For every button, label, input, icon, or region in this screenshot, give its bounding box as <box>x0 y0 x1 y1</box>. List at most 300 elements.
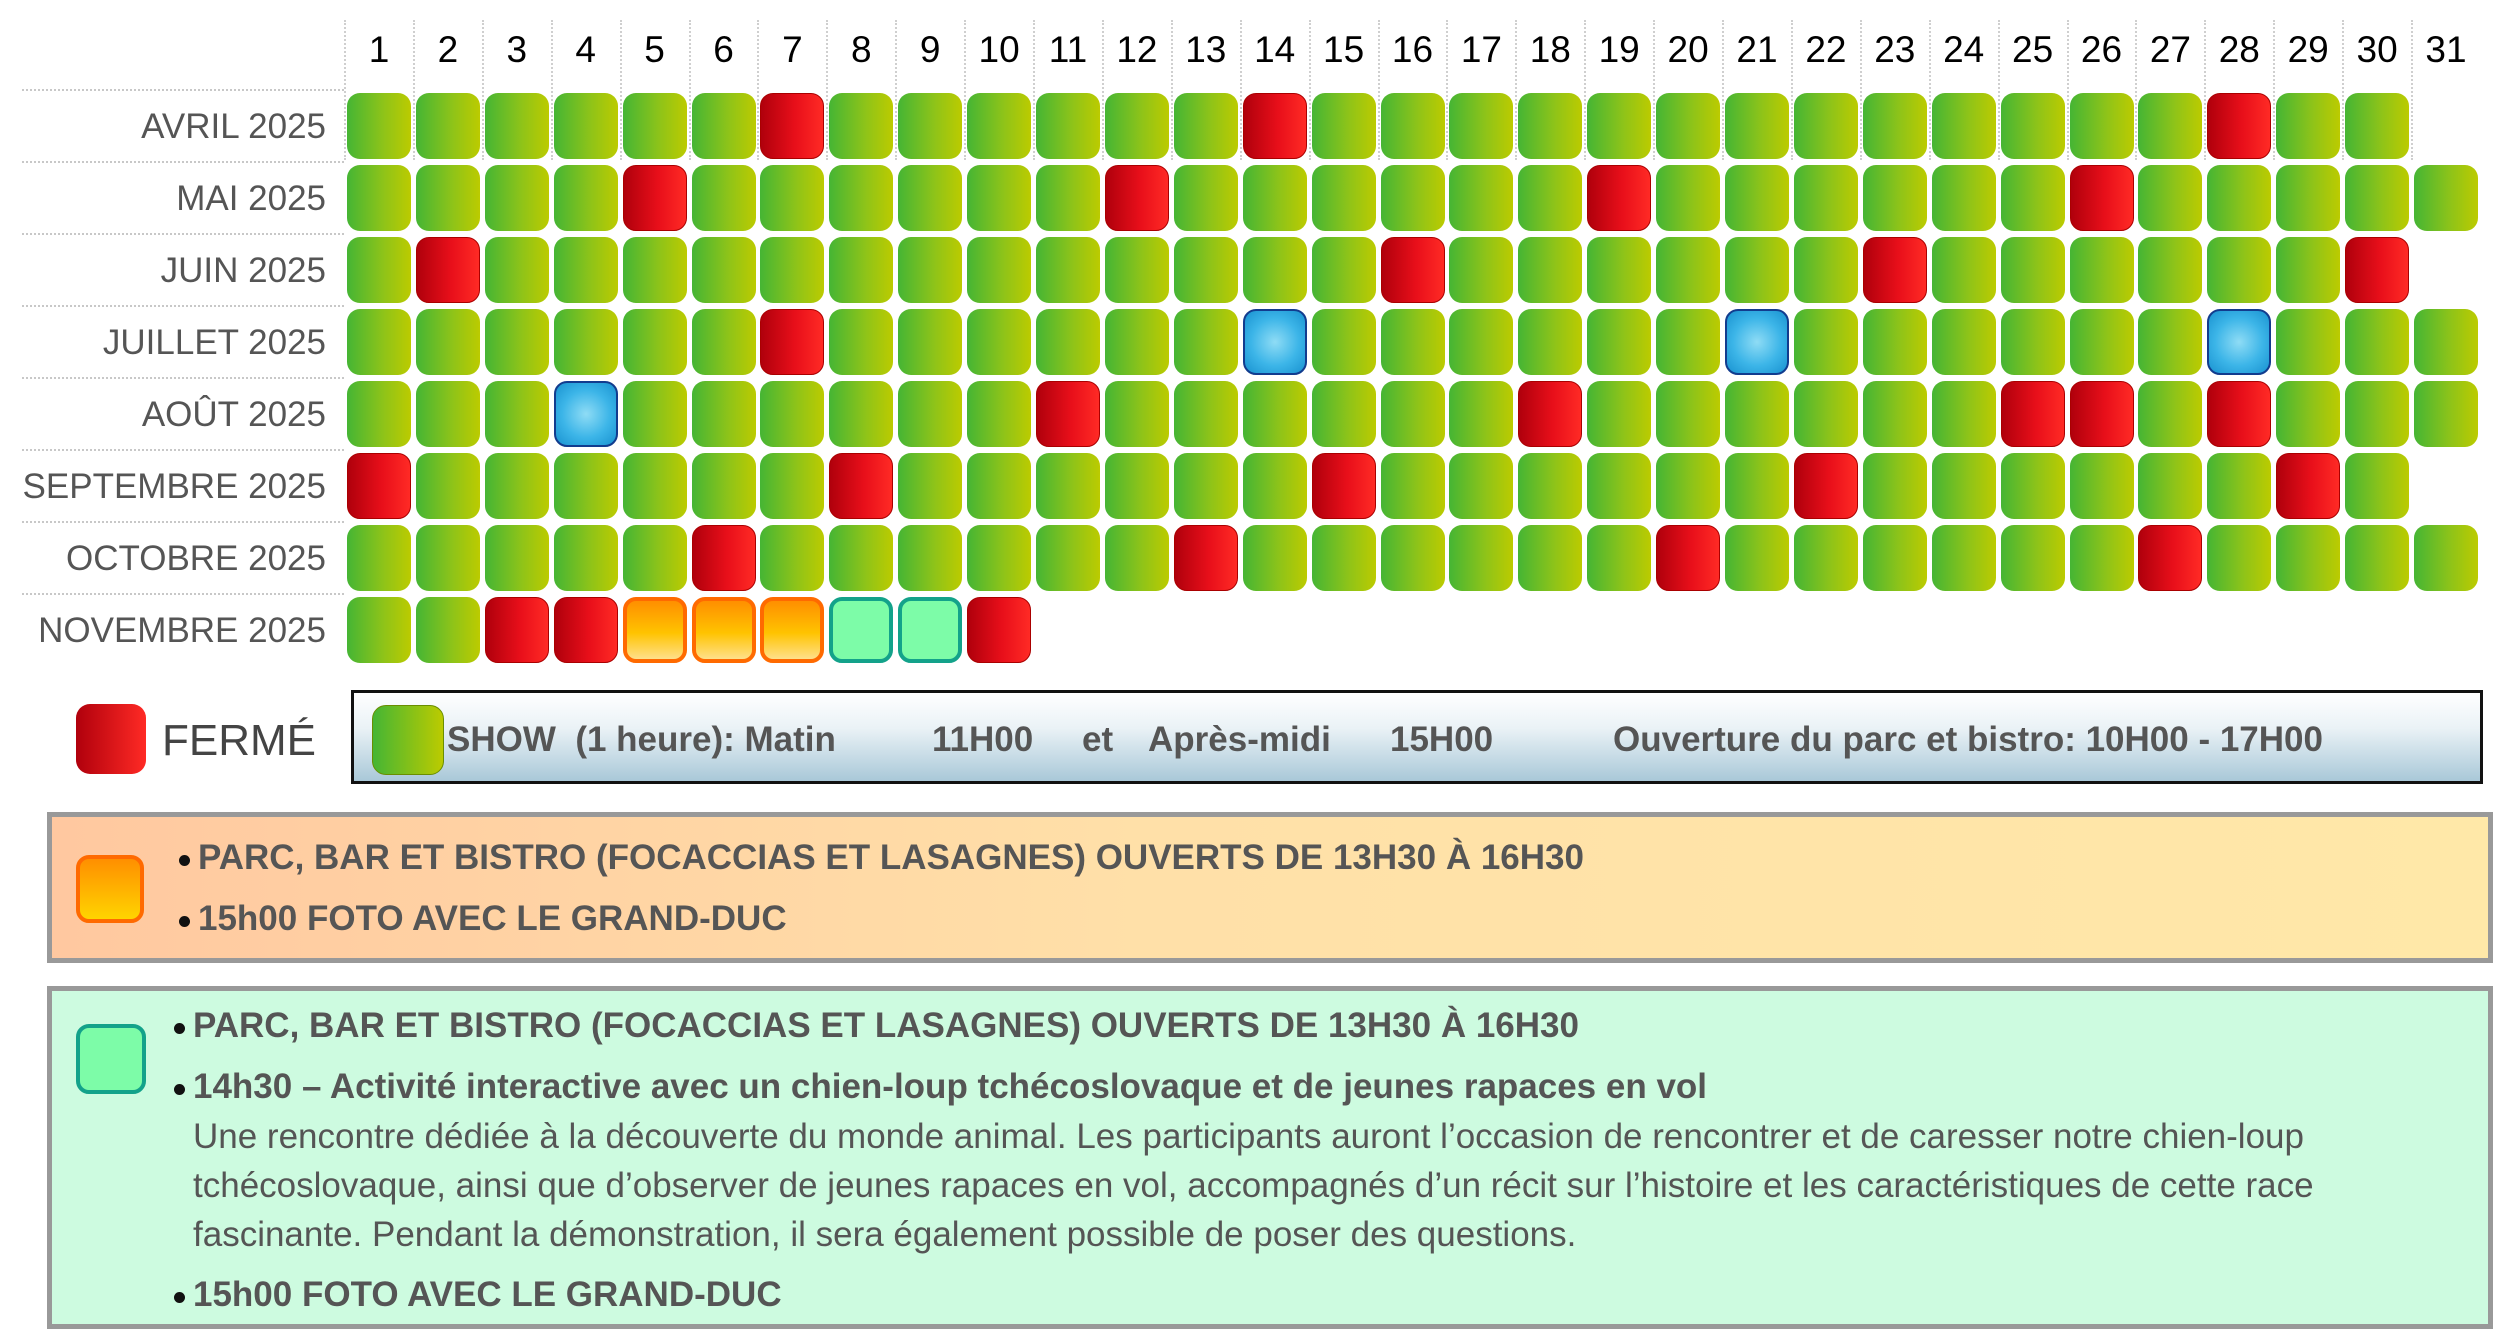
day-number-header: 24 <box>1943 29 1985 70</box>
day-cell-open <box>2414 525 2478 591</box>
day-cell-open <box>1518 93 1582 159</box>
day-cell-closed <box>829 453 893 519</box>
day-cell-open <box>2001 309 2065 375</box>
grid-divider <box>1240 20 1242 160</box>
day-cell-open <box>1794 165 1858 231</box>
grid-divider <box>1446 20 1448 160</box>
day-cell-open <box>1518 309 1582 375</box>
day-number-header: 18 <box>1529 29 1571 70</box>
day-cell-open <box>1312 381 1376 447</box>
day-cell-open <box>1312 525 1376 591</box>
day-number-header: 12 <box>1116 29 1158 70</box>
day-cell-open <box>760 453 824 519</box>
day-cell-closed <box>1587 165 1651 231</box>
day-cell-closed <box>2138 525 2202 591</box>
day-cell-open <box>2345 165 2409 231</box>
grid-divider <box>689 20 691 160</box>
day-cell-open <box>1243 165 1307 231</box>
day-cell-closed <box>1105 165 1169 231</box>
month-label: OCTOBRE 2025 <box>65 539 326 578</box>
day-cell-open <box>2070 237 2134 303</box>
day-cell-mint-event <box>898 597 962 663</box>
day-cell-open <box>967 309 1031 375</box>
day-cell-closed <box>1174 525 1238 591</box>
legend-closed-label: FERMÉ <box>162 716 316 765</box>
day-cell-open <box>347 309 411 375</box>
day-cell-open <box>829 381 893 447</box>
day-cell-open <box>1932 93 1996 159</box>
day-cell-open <box>2001 93 2065 159</box>
day-number-header: 20 <box>1667 29 1709 70</box>
day-cell-open <box>1863 381 1927 447</box>
day-cell-open <box>1932 165 1996 231</box>
month-label: MAI 2025 <box>176 179 326 218</box>
day-cell-open <box>1174 93 1238 159</box>
day-cell-open <box>898 93 962 159</box>
day-cell-special-show <box>2207 309 2271 375</box>
day-number-header: 19 <box>1598 29 1640 70</box>
day-number-header: 25 <box>2012 29 2054 70</box>
day-cell-open <box>829 525 893 591</box>
day-number-header: 6 <box>713 29 734 70</box>
day-cell-open <box>2138 453 2202 519</box>
day-number-header: 5 <box>644 29 665 70</box>
day-cell-open <box>623 93 687 159</box>
day-cell-open <box>2345 93 2409 159</box>
day-number-header: 14 <box>1254 29 1296 70</box>
day-number-header: 23 <box>1874 29 1916 70</box>
day-cell-open <box>1863 525 1927 591</box>
day-cell-open <box>347 165 411 231</box>
orange-bullet-2: 15h00 FOTO AVEC LE GRAND-DUC <box>198 899 787 938</box>
day-cell-closed <box>1863 237 1927 303</box>
day-cell-open <box>1518 453 1582 519</box>
day-cell-open <box>2001 453 2065 519</box>
row-divider <box>22 377 344 379</box>
day-cell-open <box>1243 237 1307 303</box>
row-divider <box>22 593 344 595</box>
show-title: SHOW (1 heure): Matin <box>447 720 836 759</box>
grid-divider <box>1378 20 1380 160</box>
day-cell-open <box>760 525 824 591</box>
month-label: JUILLET 2025 <box>102 323 326 362</box>
day-cell-open <box>554 165 618 231</box>
day-cell-open <box>623 381 687 447</box>
day-cell-open <box>1794 381 1858 447</box>
day-cell-open <box>1932 381 1996 447</box>
day-cell-open <box>1656 165 1720 231</box>
day-cell-open <box>1105 93 1169 159</box>
row-divider <box>22 89 344 91</box>
day-number-header: 27 <box>2149 29 2191 70</box>
grid-divider <box>1033 20 1035 160</box>
grid-divider <box>2342 20 2344 160</box>
day-cell-open <box>1725 93 1789 159</box>
day-cell-closed <box>416 237 480 303</box>
day-cell-open <box>554 93 618 159</box>
day-cell-open <box>2345 525 2409 591</box>
grid-divider <box>1102 20 1104 160</box>
day-cell-open <box>554 453 618 519</box>
day-cell-open <box>760 237 824 303</box>
day-cell-open <box>2001 165 2065 231</box>
grid-divider <box>895 20 897 160</box>
day-cell-open <box>416 309 480 375</box>
day-cell-open <box>1381 309 1445 375</box>
day-cell-open <box>1105 237 1169 303</box>
day-cell-open <box>829 309 893 375</box>
month-label: JUIN 2025 <box>160 251 326 290</box>
day-cell-open <box>1312 93 1376 159</box>
day-cell-open <box>1518 165 1582 231</box>
day-number-header: 26 <box>2080 29 2123 70</box>
day-cell-open <box>1656 309 1720 375</box>
day-cell-open <box>347 93 411 159</box>
grid-divider <box>551 20 553 160</box>
legend-closed-swatch <box>76 704 146 774</box>
day-cell-closed <box>967 597 1031 663</box>
day-cell-open <box>485 525 549 591</box>
grid-divider <box>2204 20 2206 160</box>
day-cell-open <box>1174 381 1238 447</box>
day-cell-open <box>692 309 756 375</box>
day-cell-special-show <box>1725 309 1789 375</box>
mint-bullet-1: PARC, BAR ET BISTRO (FOCACCIAS ET LASAGNES) OUVERTS DE 13H30 À 16H30 <box>193 1006 1579 1045</box>
day-cell-open <box>1794 93 1858 159</box>
day-cell-open <box>2207 237 2271 303</box>
day-cell-open <box>1725 165 1789 231</box>
day-cell-orange-event <box>692 597 756 663</box>
mint-bullet-3: 15h00 FOTO AVEC LE GRAND-DUC <box>193 1275 782 1314</box>
grid-divider <box>757 20 759 160</box>
month-label: SEPTEMBRE 2025 <box>22 467 326 506</box>
day-cell-open <box>416 381 480 447</box>
show-morning-time: 11H00 <box>932 720 1034 759</box>
day-cell-open <box>1174 237 1238 303</box>
day-cell-open <box>1174 453 1238 519</box>
day-cell-open <box>623 237 687 303</box>
day-number-header: 29 <box>2287 29 2329 70</box>
day-cell-open <box>1725 525 1789 591</box>
day-cell-open <box>2138 309 2202 375</box>
day-cell-open <box>2070 93 2134 159</box>
day-cell-open <box>967 237 1031 303</box>
day-cell-closed <box>554 597 618 663</box>
day-cell-open <box>416 165 480 231</box>
day-cell-closed <box>1381 237 1445 303</box>
day-cell-open <box>1863 165 1927 231</box>
day-cell-open <box>2345 453 2409 519</box>
day-cell-open <box>2207 453 2271 519</box>
grid-divider <box>2411 20 2413 160</box>
month-label: NOVEMBRE 2025 <box>38 611 326 650</box>
day-cell-open <box>1518 237 1582 303</box>
day-cell-open <box>2276 309 2340 375</box>
day-cell-open <box>1794 237 1858 303</box>
day-number-header: 9 <box>919 29 941 70</box>
day-number-header: 13 <box>1185 29 1227 70</box>
day-cell-open <box>1449 165 1513 231</box>
day-cell-open <box>692 237 756 303</box>
grid-divider <box>1791 20 1793 160</box>
day-number-header: 30 <box>2356 29 2398 70</box>
orange-legend-swatch <box>76 855 144 923</box>
day-cell-open <box>623 453 687 519</box>
day-cell-open <box>1381 381 1445 447</box>
day-cell-open <box>760 165 824 231</box>
day-cell-open <box>1381 525 1445 591</box>
day-number-header: 31 <box>2425 29 2467 70</box>
day-cell-open <box>1312 165 1376 231</box>
day-cell-open <box>1105 309 1169 375</box>
day-cell-open <box>416 453 480 519</box>
grid-divider <box>1171 20 1173 160</box>
day-cell-open <box>2070 309 2134 375</box>
day-cell-open <box>554 309 618 375</box>
day-cell-closed <box>692 525 756 591</box>
day-cell-closed <box>2070 381 2134 447</box>
day-number-header: 1 <box>368 29 390 70</box>
month-label: AVRIL 2025 <box>141 107 326 146</box>
day-cell-open <box>485 165 549 231</box>
day-number-header: 10 <box>978 29 1020 70</box>
day-cell-open <box>1243 381 1307 447</box>
grid-divider <box>1515 20 1517 160</box>
mint-legend-swatch <box>76 1024 146 1094</box>
day-cell-open <box>347 597 411 663</box>
day-cell-closed <box>1036 381 1100 447</box>
day-cell-open <box>2001 237 2065 303</box>
grid-divider <box>826 20 828 160</box>
day-cell-open <box>692 93 756 159</box>
day-cell-open <box>829 93 893 159</box>
row-divider <box>22 161 344 163</box>
day-number-header: 22 <box>1805 29 1847 70</box>
day-cell-open <box>1381 93 1445 159</box>
day-cell-special-show <box>554 381 618 447</box>
day-number-header: 3 <box>506 29 528 70</box>
day-cell-open <box>692 453 756 519</box>
day-cell-open <box>416 525 480 591</box>
mint-bullet-2: 14h30 – Activité interactive avec un chien-loup tchécoslovaque et de jeunes rapaces en vol <box>193 1067 1708 1106</box>
day-cell-open <box>347 525 411 591</box>
grid-divider <box>2273 20 2275 160</box>
day-cell-open <box>967 93 1031 159</box>
day-number-header: 28 <box>2218 29 2260 70</box>
day-cell-open <box>485 381 549 447</box>
day-cell-open <box>1105 453 1169 519</box>
show-legend-box <box>351 690 2483 784</box>
day-cell-open <box>2276 237 2340 303</box>
day-cell-open <box>1312 237 1376 303</box>
row-divider <box>22 521 344 523</box>
day-cell-open <box>1449 453 1513 519</box>
day-cell-open <box>898 309 962 375</box>
day-cell-closed <box>623 165 687 231</box>
show-afternoon-label: Après-midi <box>1148 720 1331 759</box>
day-cell-open <box>1587 309 1651 375</box>
day-cell-open <box>2345 381 2409 447</box>
day-cell-open <box>967 453 1031 519</box>
day-cell-open <box>554 237 618 303</box>
day-cell-open <box>1932 525 1996 591</box>
grid-divider <box>344 20 346 160</box>
day-cell-open <box>1036 453 1100 519</box>
day-cell-open <box>1656 93 1720 159</box>
day-cell-open <box>1863 309 1927 375</box>
day-cell-open <box>485 93 549 159</box>
day-cell-open <box>1174 165 1238 231</box>
day-cell-open <box>2138 237 2202 303</box>
day-cell-open <box>2276 525 2340 591</box>
day-cell-open <box>1725 237 1789 303</box>
grid-divider <box>964 20 966 160</box>
day-cell-open <box>1449 237 1513 303</box>
day-cell-open <box>2414 381 2478 447</box>
day-cell-open <box>1449 93 1513 159</box>
day-cell-closed <box>347 453 411 519</box>
day-cell-open <box>967 525 1031 591</box>
day-cell-open <box>1725 453 1789 519</box>
day-cell-orange-event <box>760 597 824 663</box>
grid-divider <box>1653 20 1655 160</box>
day-cell-open <box>1449 525 1513 591</box>
day-cell-open <box>898 381 962 447</box>
day-cell-open <box>898 525 962 591</box>
day-cell-open <box>692 165 756 231</box>
day-cell-open <box>1036 165 1100 231</box>
day-cell-closed <box>2070 165 2134 231</box>
day-number-header: 16 <box>1391 29 1434 70</box>
day-cell-open <box>2207 525 2271 591</box>
day-cell-open <box>1587 381 1651 447</box>
day-cell-open <box>1449 381 1513 447</box>
grid-divider <box>482 20 484 160</box>
mint-description: Une rencontre dédiée à la découverte du monde animal. Les participants auront l’occasion de rencontrer et de caresser notre chien-loup tchécoslovaque, ainsi que d’observer de jeunes rapaces en vol, accompagnés d’un récit sur l’histoire et les caractéristiques de cette race fascinante. Pendant la démonstration, il sera également possible de poser des questions. <box>193 1117 2314 1254</box>
day-number-header: 15 <box>1323 29 1365 70</box>
day-cell-closed <box>1243 93 1307 159</box>
day-cell-open <box>1036 93 1100 159</box>
show-conjunction: et <box>1082 720 1114 759</box>
day-cell-open <box>898 237 962 303</box>
orange-info-box <box>47 812 2493 963</box>
day-cell-closed <box>2345 237 2409 303</box>
day-cell-open <box>1932 237 1996 303</box>
row-divider <box>22 305 344 307</box>
day-cell-open <box>623 525 687 591</box>
day-cell-open <box>2138 165 2202 231</box>
day-cell-closed <box>2207 381 2271 447</box>
day-cell-closed <box>1518 381 1582 447</box>
grid-divider <box>1722 20 1724 160</box>
day-cell-orange-event <box>623 597 687 663</box>
day-cell-open <box>1518 525 1582 591</box>
day-cell-open <box>1036 309 1100 375</box>
day-cell-open <box>554 525 618 591</box>
day-cell-open <box>2138 381 2202 447</box>
day-cell-open <box>1656 453 1720 519</box>
day-cell-open <box>1036 525 1100 591</box>
day-cell-open <box>898 453 962 519</box>
day-cell-open <box>2070 525 2134 591</box>
day-cell-open <box>1932 453 1996 519</box>
day-number-header: 8 <box>851 29 872 70</box>
day-cell-open <box>347 237 411 303</box>
day-cell-open <box>1863 93 1927 159</box>
day-cell-open <box>1105 525 1169 591</box>
grid-divider <box>1998 20 2000 160</box>
day-cell-open <box>829 165 893 231</box>
day-cell-open <box>967 381 1031 447</box>
day-cell-open <box>1105 381 1169 447</box>
show-afternoon-time: 15H00 <box>1390 720 1494 759</box>
day-cell-open <box>485 237 549 303</box>
day-cell-closed <box>485 597 549 663</box>
day-cell-open <box>1243 453 1307 519</box>
day-cell-open <box>2414 165 2478 231</box>
day-cell-special-show <box>1243 309 1307 375</box>
day-cell-closed <box>2207 93 2271 159</box>
day-cell-open <box>1656 381 1720 447</box>
day-cell-open <box>1932 309 1996 375</box>
day-cell-closed <box>760 309 824 375</box>
day-cell-open <box>1656 237 1720 303</box>
day-cell-mint-event <box>829 597 893 663</box>
day-cell-open <box>1794 525 1858 591</box>
day-cell-open <box>1587 453 1651 519</box>
day-number-header: 11 <box>1048 29 1088 70</box>
grid-divider <box>1929 20 1931 160</box>
day-cell-open <box>1587 525 1651 591</box>
park-hours: Ouverture du parc et bistro: 10H00 - 17H00 <box>1613 720 2323 759</box>
day-cell-open <box>1381 165 1445 231</box>
day-number-header: 2 <box>437 29 459 70</box>
day-cell-closed <box>2001 381 2065 447</box>
day-cell-open <box>2414 309 2478 375</box>
day-cell-open <box>1725 381 1789 447</box>
orange-bullet-1: PARC, BAR ET BISTRO (FOCACCIAS ET LASAGNES) OUVERTS DE 13H30 À 16H30 <box>198 838 1584 877</box>
day-cell-open <box>485 453 549 519</box>
mint-info-box <box>47 986 2493 1329</box>
grid-divider <box>1860 20 1862 160</box>
day-cell-open <box>347 381 411 447</box>
day-cell-open <box>1863 453 1927 519</box>
day-cell-open <box>1381 453 1445 519</box>
day-cell-open <box>2070 453 2134 519</box>
day-cell-closed <box>1794 453 1858 519</box>
day-cell-open <box>898 165 962 231</box>
day-cell-closed <box>2276 453 2340 519</box>
day-cell-open <box>2207 165 2271 231</box>
day-cell-open <box>1794 309 1858 375</box>
grid-divider <box>2135 20 2137 160</box>
grid-divider <box>1309 20 1311 160</box>
row-divider <box>22 233 344 235</box>
grid-divider <box>2067 20 2069 160</box>
day-cell-open <box>692 381 756 447</box>
day-cell-open <box>1587 237 1651 303</box>
day-cell-open <box>485 309 549 375</box>
day-number-header: 17 <box>1460 29 1502 70</box>
day-cell-open <box>2276 381 2340 447</box>
day-cell-open <box>1243 525 1307 591</box>
day-cell-open <box>2138 93 2202 159</box>
day-cell-open <box>623 309 687 375</box>
grid-divider <box>620 20 622 160</box>
day-cell-open <box>967 165 1031 231</box>
day-cell-open <box>760 381 824 447</box>
day-cell-open <box>1312 309 1376 375</box>
